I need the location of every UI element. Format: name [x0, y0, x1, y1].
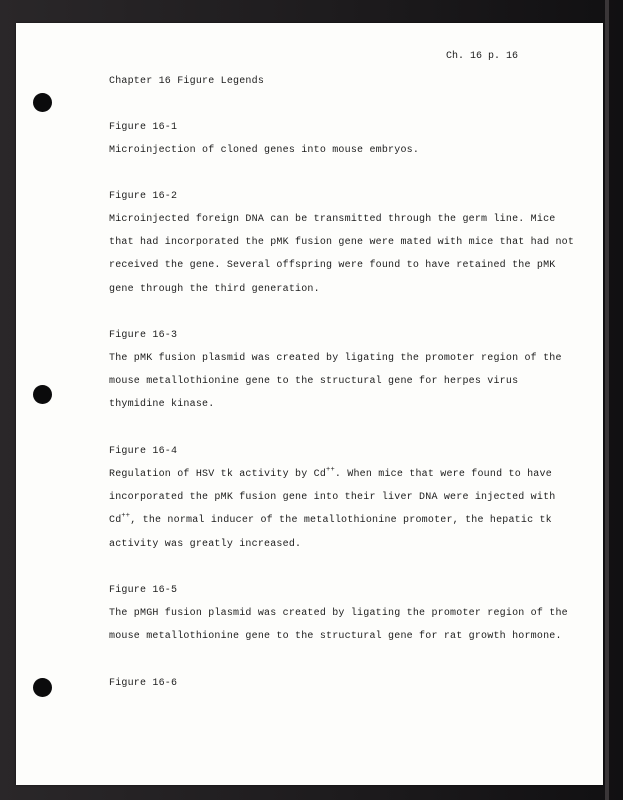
figure-legend — [109, 347, 562, 417]
legend-text: Cd — [109, 515, 122, 527]
legend-line: activity was greatly increased. — [109, 538, 302, 550]
legend-line: gene through the third generation. — [109, 283, 320, 295]
figure-label: Figure 16-1 — [109, 122, 178, 133]
legend-line: received the gene. Several offspring were found to have retained the pMK — [109, 260, 556, 272]
legend-line: Microinjected foreign DNA can be transmitted through the germ line. Mice — [109, 214, 556, 225]
legend-line: Microinjection of cloned genes into mouse embryos. — [109, 145, 420, 156]
legend-line: The pMGH fusion plasmid was created by ligating the promoter region of the — [109, 608, 568, 619]
legend-text: . When mice that were found to have — [334, 469, 552, 480]
figure-legend — [109, 463, 555, 556]
legend-line: incorporated the pMK fusion gene into their liver DNA were injected with — [109, 492, 556, 504]
figure-label: Figure 16-4 — [109, 446, 178, 457]
legend-line: thymidine kinase. — [109, 399, 215, 411]
legend-line: mouse metallothionine gene to the structural gene for herpes virus — [109, 376, 519, 388]
figure-legend — [109, 602, 568, 648]
punch-hole — [33, 385, 52, 404]
legend-text: , the normal inducer of the metallothionine promoter, the hepatic tk — [130, 515, 552, 527]
figure-label: Figure 16-3 — [109, 330, 178, 341]
legend-line — [109, 463, 555, 486]
punch-hole — [33, 93, 52, 112]
legend-line: that had incorporated the pMK fusion gene were mated with mice that had not — [109, 237, 575, 249]
legend-line: mouse metallothionine gene to the structural gene for rat growth hormone. — [109, 631, 562, 643]
figure-legend — [109, 139, 419, 162]
superscript: ++ — [326, 466, 335, 474]
punch-hole — [33, 678, 52, 697]
document-page — [16, 23, 603, 785]
figure-label: Figure 16-6 — [109, 678, 178, 689]
legend-line: The pMK fusion plasmid was created by ligating the promoter region of the — [109, 353, 562, 364]
figure-label: Figure 16-2 — [109, 191, 178, 202]
superscript: ++ — [121, 512, 131, 521]
legend-line — [109, 509, 555, 532]
figure-label: Figure 16-5 — [109, 585, 178, 596]
document-title: Chapter 16 Figure Legends — [109, 76, 265, 87]
figure-legend — [109, 208, 574, 301]
page-reference: Ch. 16 p. 16 — [446, 51, 519, 62]
scan-edge — [605, 0, 609, 800]
legend-text: Regulation of HSV tk activity by Cd — [109, 469, 327, 480]
